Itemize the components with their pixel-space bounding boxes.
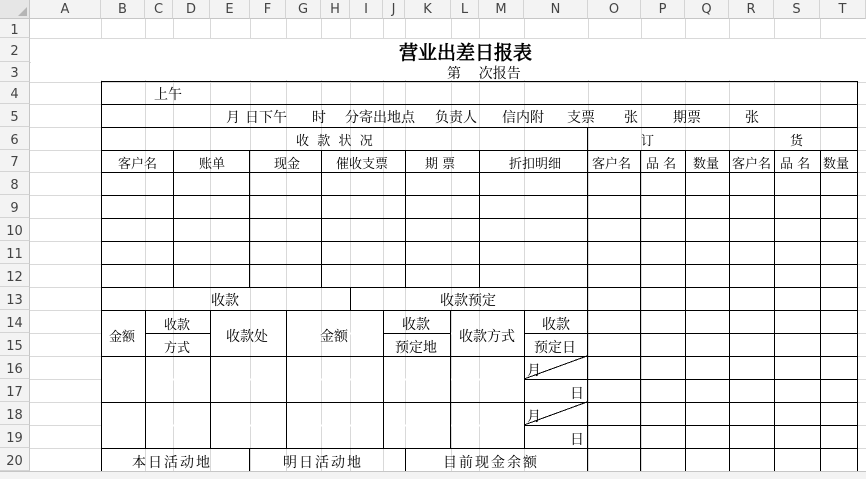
report-subtitle: 第 次报告 (447, 66, 521, 82)
day-cell-1: 日 (570, 386, 584, 402)
check-label: 支票 (567, 110, 595, 126)
row-header-17[interactable]: 17 (0, 379, 30, 402)
col-cash: 现金 (274, 157, 301, 172)
day-cell-2: 日 (570, 432, 584, 448)
column-header-T[interactable]: T (820, 0, 866, 19)
row-header-20[interactable]: 20 (0, 448, 30, 471)
month-cell-2: 月 (527, 409, 541, 425)
enclosure-label: 信内附 (502, 110, 544, 126)
planned-place-top: 收款 (402, 317, 430, 333)
column-header-B[interactable]: B (101, 0, 145, 19)
column-header-N[interactable]: N (524, 0, 588, 19)
row-header-19[interactable]: 19 (0, 425, 30, 448)
row-header-14[interactable]: 14 (0, 310, 30, 333)
collection-header: 收款 (211, 293, 239, 309)
col-customer: 客户名 (118, 157, 158, 172)
row-header-1[interactable]: 1 (0, 19, 30, 38)
collection-plan-header: 收款预定 (440, 293, 496, 309)
column-header-F[interactable]: F (250, 0, 286, 19)
column-header-M[interactable]: M (479, 0, 524, 19)
row-header-9[interactable]: 9 (0, 195, 30, 218)
planned-place-bottom: 预定地 (395, 340, 437, 356)
today-location-label: 本日活动地 (132, 455, 212, 471)
row-header-15[interactable]: 15 (0, 333, 30, 356)
tomorrow-location-label: 明日活动地 (283, 455, 363, 471)
merged-cell-fill (102, 379, 524, 381)
collection-way-label: 收款方式 (459, 329, 515, 345)
column-header-H[interactable]: H (321, 0, 350, 19)
column-header-L[interactable]: L (451, 0, 479, 19)
amount-label: 金额 (109, 330, 136, 345)
order-header-left: 订 (641, 134, 655, 149)
collection-method-top: 收款 (164, 318, 191, 333)
col-quantity-1: 数量 (693, 157, 720, 172)
col-collect-check: 催收支票 (336, 157, 389, 172)
col-product-1: 品 名 (646, 157, 677, 172)
sheet-tab-bar[interactable] (0, 471, 866, 479)
morning-label: 上午 (154, 87, 182, 103)
row-header-12[interactable]: 12 (0, 264, 30, 287)
amount-label-2: 金额 (320, 329, 348, 345)
row-header-6[interactable]: 6 (0, 127, 30, 150)
order-header-right: 货 (790, 134, 804, 149)
person-in-charge-label: 负责人 (435, 110, 477, 126)
collection-place-label: 收款处 (226, 329, 268, 345)
col-bill: 账单 (199, 157, 226, 172)
month-label: 月 (226, 110, 240, 126)
column-header-P[interactable]: P (641, 0, 685, 19)
col-discount: 折扣明细 (509, 157, 562, 172)
row-header-8[interactable]: 8 (0, 172, 30, 195)
send-location-label: 分寄出地点 (345, 110, 415, 126)
day-afternoon-label: 日下午 (245, 110, 287, 126)
column-header-K[interactable]: K (405, 0, 451, 19)
row-header-5[interactable]: 5 (0, 104, 30, 127)
row-header-13[interactable]: 13 (0, 287, 30, 310)
col-quantity-2: 数量 (823, 157, 850, 172)
column-header-S[interactable]: S (774, 0, 820, 19)
row-header-7[interactable]: 7 (0, 150, 30, 172)
column-header-O[interactable]: O (588, 0, 641, 19)
row-header-2[interactable]: 2 (0, 38, 30, 62)
note-label: 期票 (673, 110, 701, 126)
col-promissory: 期 票 (425, 157, 456, 172)
report-title: 营业出差日报表 (399, 42, 533, 64)
planned-date-top: 收款 (542, 317, 570, 333)
row-header-10[interactable]: 10 (0, 218, 30, 241)
merged-cell-fill (102, 425, 524, 427)
row-header-3[interactable]: 3 (0, 62, 30, 82)
column-header-I[interactable]: I (350, 0, 383, 19)
column-header-A[interactable]: A (30, 0, 101, 19)
month-cell-1: 月 (527, 363, 541, 379)
col-product-2: 品 名 (780, 157, 811, 172)
row-header-11[interactable]: 11 (0, 241, 30, 264)
planned-date-bottom: 预定日 (534, 340, 576, 356)
income-status-header: 收 款 状 况 (296, 134, 373, 149)
col-order-customer-2: 客户名 (732, 157, 772, 172)
row-header-18[interactable]: 18 (0, 402, 30, 425)
column-header-D[interactable]: D (173, 0, 210, 19)
column-header-R[interactable]: R (729, 0, 774, 19)
column-header-E[interactable]: E (210, 0, 250, 19)
column-header-G[interactable]: G (286, 0, 321, 19)
row-header-4[interactable]: 4 (0, 82, 30, 104)
check-count-unit: 张 (624, 110, 638, 126)
column-header-J[interactable]: J (383, 0, 405, 19)
column-header-C[interactable]: C (145, 0, 173, 19)
col-order-customer-1: 客户名 (592, 157, 632, 172)
note-count-unit: 张 (745, 110, 759, 126)
collection-method-bottom: 方式 (164, 341, 191, 356)
cash-balance-label: 目前现金余额 (443, 455, 539, 471)
column-header-Q[interactable]: Q (685, 0, 729, 19)
hour-label: 时 (312, 110, 326, 126)
row-header-16[interactable]: 16 (0, 356, 30, 379)
